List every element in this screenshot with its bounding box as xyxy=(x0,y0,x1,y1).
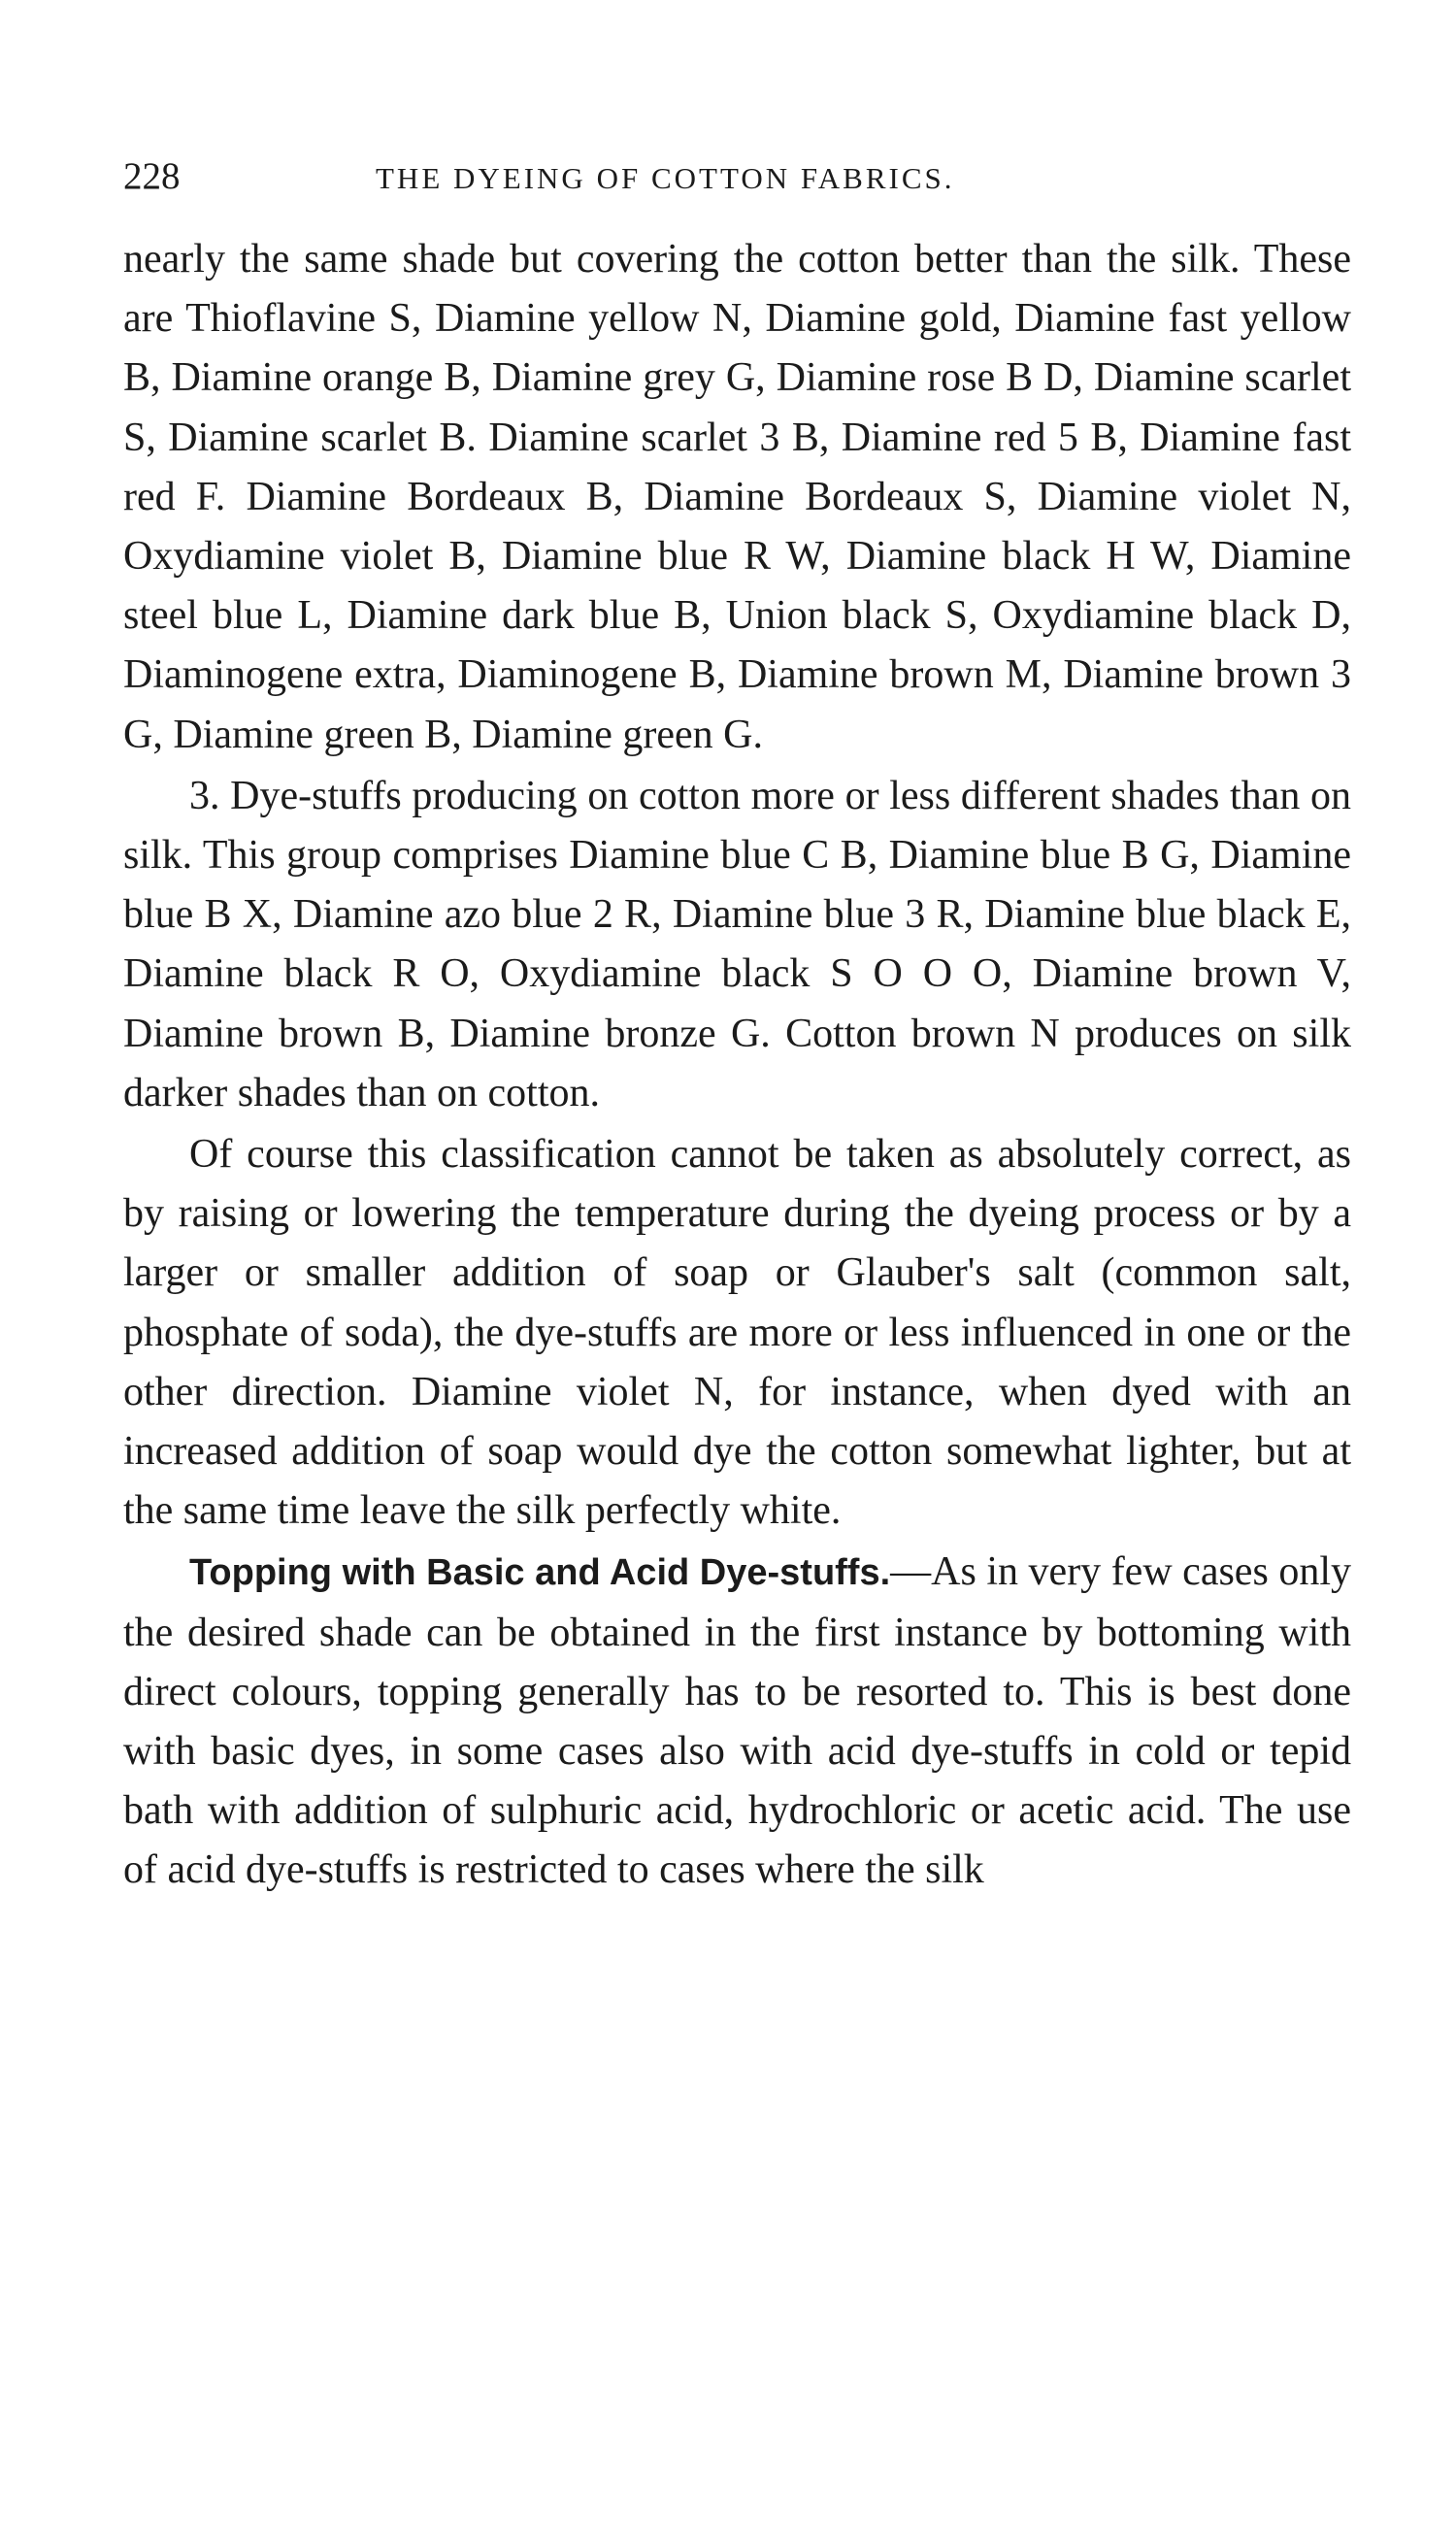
page-number: 228 xyxy=(123,155,181,197)
paragraph-classification-note: Of course this classification cannot be taken as absolutely correct, as by raising or lowering the temperature during the dyeing process or by a larger or smaller addition of soap or Glauber's salt (common salt, phosphate of soda), the dye-stuffs are more or less influenced in one or the other direction. Diamine violet N, for instance, when dyed with an increased addition of soap would dye the cotton somewhat lighter, but at the same time leave the silk perfectly white. xyxy=(123,1132,1351,1534)
running-title: THE DYEING OF COTTON FABRICS. xyxy=(376,161,955,195)
section-heading-topping: Topping with Basic and Acid Dye-stuffs. xyxy=(189,1552,891,1594)
running-head xyxy=(123,148,1351,206)
paragraph-group-3: 3. Dye-stuffs producing on cotton more or less different shades than on silk. This group comprises Diamine blue C B, Diamine blue B G, Diamine blue B X, Diamine azo blue 2 R, Diamine blue 3 R, Diamine blue black E, Diamine black R O, Oxydiamine black S O O O, Diamine brown V, Diamine brown B, Diamine bronze G. Cotton brown N produces on silk darker shades than on cotton. xyxy=(123,773,1351,1115)
paragraph-dye-list-continued: nearly the same shade but covering the cotton better than the silk. These are Thioflavine S, Diamine yellow N, Diamine gold, Diamine fast yellow B, Diamine orange B, Diamine grey G, Diamine rose B D, Diamine scarlet S, Diamine scarlet B. Diamine scarlet 3 B, Diamine red 5 B, Diamine fast red F. Diamine Bordeaux B, Diamine Bordeaux S, Diamine violet N, Oxydiamine violet B, Diamine blue R W, Diamine black H W, Diamine steel blue L, Diamine dark blue B, Union black S, Oxydiamine black D, Diaminogene extra, Diaminogene B, Diamine brown M, Diamine brown 3 G, Diamine green B, Diamine green G. xyxy=(123,237,1351,757)
body-text xyxy=(123,230,1351,1901)
paragraph-topping-body: —As in very few cases only the desired shade can be obtained in the first instance by bottoming with direct colours, topping generally has to be resorted to. This is best done with basic dyes, in some cases also with acid dye-stuffs in cold or tepid bath with addition of sulphuric acid, hydrochloric or acetic acid. The use of acid dye-stuffs is restricted to cases where the silk xyxy=(123,1549,1351,1893)
paragraph-topping xyxy=(123,1543,1351,1900)
